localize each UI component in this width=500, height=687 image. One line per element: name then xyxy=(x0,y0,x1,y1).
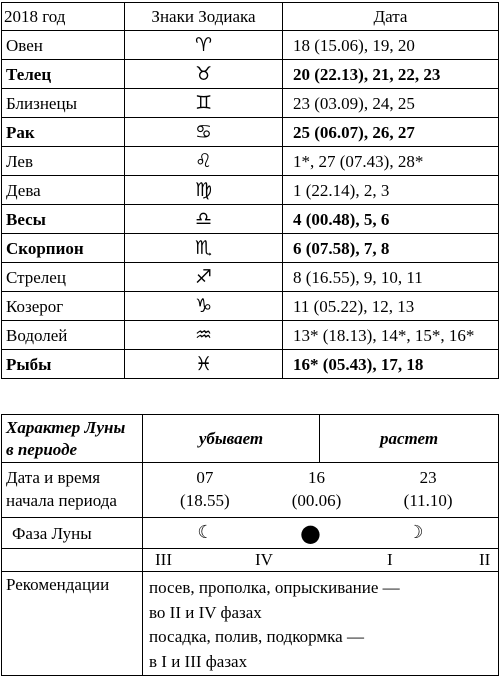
sign-dates: 23 (03.09), 24, 25 xyxy=(283,89,499,118)
zodiac-row xyxy=(2,321,499,350)
period-time: (11.10) xyxy=(403,491,453,510)
zodiac-symbol-icon xyxy=(125,292,283,321)
date-header: Дата xyxy=(283,3,499,31)
sign-dates: 20 (22.13), 21, 22, 23 xyxy=(283,60,499,89)
zodiac-symbol-icon xyxy=(125,176,283,205)
sign-name: Водолей xyxy=(2,321,125,350)
sign-dates: 25 (06.07), 26, 27 xyxy=(283,118,499,147)
recommendations-row xyxy=(2,572,499,676)
phase-number-3: III xyxy=(155,550,172,569)
zodiac-row xyxy=(2,147,499,176)
sign-name: Рыбы xyxy=(2,350,125,379)
period-start-label: Дата и время начала периода xyxy=(2,463,143,518)
sign-dates: 18 (15.06), 19, 20 xyxy=(283,31,499,60)
moon-table xyxy=(1,414,499,676)
phase-icons xyxy=(143,518,499,549)
zodiac-table xyxy=(1,2,499,379)
phase-number-2: II xyxy=(479,550,491,569)
zodiac-header-row xyxy=(2,3,499,31)
phase-numbers xyxy=(143,549,499,572)
zodiac-row xyxy=(2,205,499,234)
sign-name: Близнецы xyxy=(2,89,125,118)
period-start xyxy=(383,467,473,513)
zodiac-symbol-icon: ♑︎ xyxy=(194,294,213,317)
zodiac-row xyxy=(2,89,499,118)
zodiac-rows xyxy=(2,31,499,379)
year-header: 2018 год xyxy=(2,3,125,31)
sign-dates: 1 (22.14), 2, 3 xyxy=(283,176,499,205)
zodiac-symbol-icon xyxy=(125,205,283,234)
period-day: 16 xyxy=(307,468,325,488)
zodiac-symbol-icon: ♋︎ xyxy=(194,120,213,143)
recommendations-label: Рекомендации xyxy=(2,572,143,676)
zodiac-row xyxy=(2,234,499,263)
sign-name: Скорпион xyxy=(2,234,125,263)
waxing-cell: растет xyxy=(320,415,499,463)
phase-label: Фаза Луны xyxy=(2,518,143,549)
moon-character-row xyxy=(2,415,499,463)
waning-cell: убывает xyxy=(143,415,320,463)
period-dates xyxy=(143,463,499,518)
zodiac-symbol-icon: ♏︎ xyxy=(194,236,213,259)
zodiac-symbol-icon: ♎︎ xyxy=(194,207,213,230)
zodiac-symbol-icon xyxy=(125,89,283,118)
waning-crescent-icon: ☾ xyxy=(197,522,214,543)
zodiac-symbol-icon xyxy=(125,147,283,176)
zodiac-symbol-icon: ♓︎ xyxy=(194,352,213,375)
sign-name: Дева xyxy=(2,176,125,205)
sign-dates: 4 (00.48), 5, 6 xyxy=(283,205,499,234)
phase-number-1: I xyxy=(387,550,393,569)
phase-numbers-row xyxy=(2,549,499,572)
zodiac-row xyxy=(2,60,499,89)
sign-dates: 6 (07.58), 7, 8 xyxy=(283,234,499,263)
period-start xyxy=(271,467,361,513)
phase-row xyxy=(2,518,499,549)
recommendations-text: посев, прополка, опрыскивание — во II и IV фазах посадка, полив, подкормка — в I и III фазах xyxy=(143,572,499,676)
sign-name: Весы xyxy=(2,205,125,234)
sign-dates: 16* (05.43), 17, 18 xyxy=(283,350,499,379)
sign-name: Стрелец xyxy=(2,263,125,292)
zodiac-symbol-icon xyxy=(125,118,283,147)
sign-name: Телец xyxy=(2,60,125,89)
new-moon-icon: ● xyxy=(300,519,321,547)
sign-dates: 11 (05.22), 12, 13 xyxy=(283,292,499,321)
zodiac-symbol-icon: ♊︎ xyxy=(194,91,213,114)
signs-header: Знаки Зодиака xyxy=(125,3,283,31)
zodiac-row xyxy=(2,176,499,205)
zodiac-symbol-icon xyxy=(125,31,283,60)
zodiac-symbol-icon: ♐︎ xyxy=(194,265,213,288)
zodiac-row xyxy=(2,118,499,147)
period-day: 23 xyxy=(419,468,437,488)
sign-dates: 1*, 27 (07.43), 28* xyxy=(283,147,499,176)
zodiac-symbol-icon xyxy=(125,234,283,263)
sign-name: Козерог xyxy=(2,292,125,321)
period-start xyxy=(160,467,250,513)
zodiac-symbol-icon xyxy=(125,321,283,350)
zodiac-row xyxy=(2,292,499,321)
period-time: (00.06) xyxy=(291,491,342,510)
phase-number-4: IV xyxy=(255,550,273,569)
sign-name: Лев xyxy=(2,147,125,176)
moon-character-label: Характер Луны в периоде xyxy=(2,415,143,463)
sign-name: Овен xyxy=(2,31,125,60)
zodiac-row xyxy=(2,263,499,292)
zodiac-symbol-icon: ♒︎ xyxy=(194,323,213,346)
period-start-row xyxy=(2,463,499,518)
zodiac-symbol-icon: ♍︎ xyxy=(194,178,213,201)
period-time: (18.55) xyxy=(180,491,230,510)
waxing-crescent-icon: ☽ xyxy=(407,522,424,543)
sign-dates: 13* (18.13), 14*, 15*, 16* xyxy=(283,321,499,350)
zodiac-symbol-icon xyxy=(125,60,283,89)
zodiac-symbol-icon xyxy=(125,263,283,292)
zodiac-symbol-icon xyxy=(125,350,283,379)
zodiac-row xyxy=(2,31,499,60)
period-day: 07 xyxy=(196,468,214,488)
zodiac-row xyxy=(2,350,499,379)
sign-name: Рак xyxy=(2,118,125,147)
sign-dates: 8 (16.55), 9, 10, 11 xyxy=(283,263,499,292)
zodiac-symbol-icon: ♉︎ xyxy=(194,62,213,85)
zodiac-symbol-icon: ♈︎ xyxy=(194,33,213,56)
zodiac-symbol-icon: ♌︎ xyxy=(194,149,213,172)
